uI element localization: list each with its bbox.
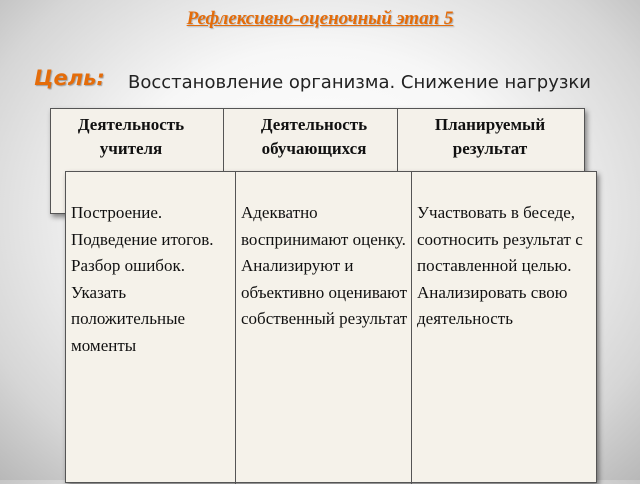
header-planned-result: Планируемый результат [434, 115, 546, 158]
column-divider [235, 172, 236, 484]
column-divider [411, 172, 412, 484]
cell-student-activity: Адекватно воспринимают оценку. Анализируют и объективно оценивают собственный результат [241, 203, 408, 328]
header-student-activity: Деятельность обучающихся [260, 115, 368, 158]
table-body-panel [65, 171, 597, 483]
cell-teacher-activity: Построение. Подведение итогов. Разбор ошибок. Указать положительные моменты [71, 203, 214, 355]
goal-label: Цель: [34, 66, 105, 90]
header-teacher-activity: Деятельность учителя [77, 115, 185, 158]
cell-planned-result: Участвовать в беседе, соотносить результат с поставленной целью. Анализировать свою деятельность [417, 203, 583, 328]
slide-title: Рефлексивно-оценочный этап 5 [186, 8, 454, 29]
goal-text: Восстановление организма. Снижение нагрузки [128, 72, 591, 93]
